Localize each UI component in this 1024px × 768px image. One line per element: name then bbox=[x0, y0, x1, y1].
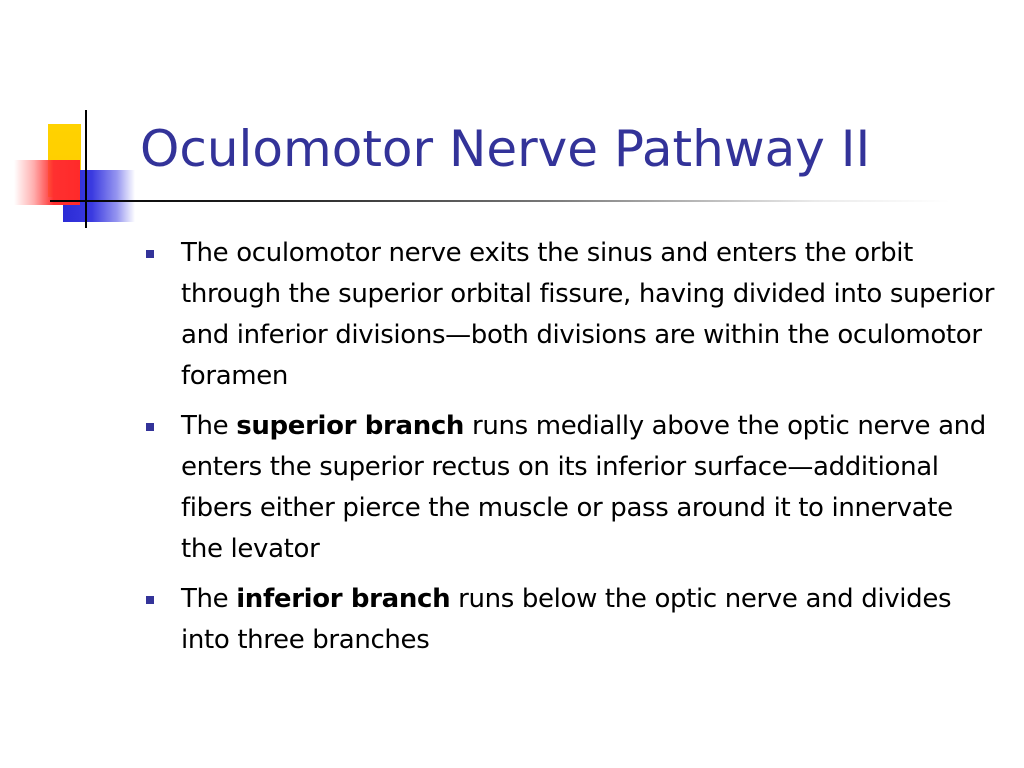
square-bullet-icon bbox=[146, 423, 154, 431]
title-underline bbox=[50, 200, 950, 202]
square-bullet-icon bbox=[146, 250, 154, 258]
bullet-text-suffix: runs below the optic nerve and divides into three branches bbox=[181, 584, 952, 655]
bullet-list bbox=[140, 233, 1000, 670]
bullet-item-2 bbox=[140, 406, 1000, 570]
square-bullet-icon bbox=[146, 596, 154, 604]
bullet-text: The oculomotor nerve exits the sinus and enters the orbit through the superior orbital fissure, having divided into superior and inferior divisions—both divisions are within the oculomotor foramen bbox=[181, 238, 995, 391]
bullet-item-3 bbox=[140, 579, 1000, 661]
bullet-item-1 bbox=[140, 233, 1000, 397]
vertical-rule bbox=[85, 110, 87, 228]
bullet-bold-text: superior branch bbox=[236, 411, 465, 441]
bullet-bold-text: inferior branch bbox=[236, 584, 451, 614]
slide-title: Oculomotor Nerve Pathway II bbox=[140, 120, 871, 178]
bullet-text: The bbox=[181, 584, 237, 614]
bullet-text-suffix: runs medially above the optic nerve and enters the superior rectus on its inferior surface—additional fibers either pierce the muscle or pass around it to innervate the levator bbox=[181, 411, 986, 564]
red-square-icon bbox=[14, 160, 80, 205]
decorative-logo-icon bbox=[0, 0, 160, 240]
bullet-text: The bbox=[181, 411, 237, 441]
